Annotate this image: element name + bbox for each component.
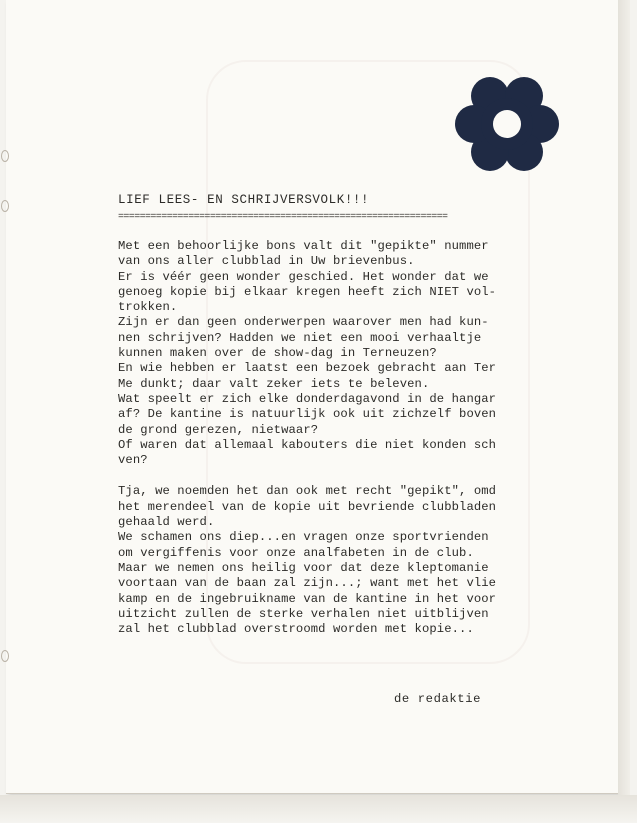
page-edge [618,0,630,800]
binding-hole-icon [1,200,9,212]
binding-hole-icon [1,650,9,662]
text-line: trokken. [118,300,178,315]
text-line: ven? [118,453,148,468]
signature: de redaktie [394,692,482,706]
text-line: We schamen ons diep...en vragen onze sportvrienden [118,530,489,545]
text-line: af? De kantine is natuurlijk ook uit zichzelf boven [118,407,497,422]
flower-icon [452,74,562,174]
letter-heading: LIEF LEES- EN SCHRIJVERSVOLK!!! [118,193,370,207]
text-line: het merendeel van de kopie uit bevriende clubbladen [118,499,497,514]
text-line: Wat speelt er zich elke donderdagavond in de hangar [118,391,497,406]
heading-underline: ============================================================= [118,212,448,223]
paragraph-1 [118,239,618,468]
text-line: Met een behoorlijke bons valt dit "gepikte" nummer [118,239,489,253]
text-line: zal het clubblad overstroomd worden met kopie... [118,622,474,637]
paragraph-2 [118,484,618,637]
text-line: de grond gerezen, nietwaar? [118,422,319,437]
text-line: Zijn er dan geen onderwerpen waarover men had kun- [118,315,489,330]
text-line: kunnen maken over de show-dag in Terneuzen? [118,346,437,361]
text-line: kamp en de ingebruikname van de kantine in het voor [118,591,497,606]
text-line: En wie hebben er laatst een bezoek gebracht aan Ter [118,361,497,376]
text-line: om vergiffenis voor onze analfabeten in de club. [118,545,474,560]
text-line: Maar we nemen ons heilig voor dat deze kleptomanie [118,560,489,575]
letter-body [118,193,618,637]
text-line: gehaald werd. [118,515,215,530]
text-line: Of waren dat allemaal kabouters die niet konden sch [118,437,497,452]
text-line: voortaan van de baan zal zijn...; want met het vlie [118,576,497,591]
text-line: uitzicht zullen de sterke verhalen niet uitblijven [118,606,489,621]
text-line: Tja, we noemden het dan ook met recht "gepikt", omd [118,484,497,499]
page-bottom-edge [0,795,637,823]
binding-hole-icon [1,150,9,162]
text-line: genoeg kopie bij elkaar kregen heeft zich NIET vol- [118,284,497,299]
document-page [6,0,619,794]
text-line: Me dunkt; daar valt zeker iets te beleven. [118,376,430,391]
text-line: Er is véér geen wonder geschied. Het wonder dat we [118,269,489,284]
text-line: nen schrijven? Hadden we niet een mooi verhaaltje [118,330,482,345]
text-line: van ons aller clubblad in Uw brievenbus. [118,254,415,269]
